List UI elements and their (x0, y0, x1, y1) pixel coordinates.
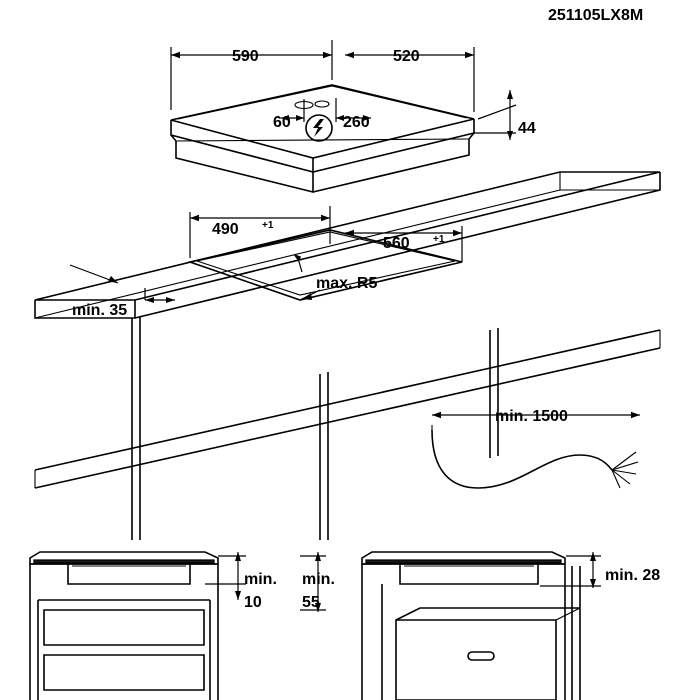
dim-label-min-10-value: 10 (244, 594, 262, 611)
dim-label-cable-1500: min. 1500 (495, 408, 568, 425)
dim-label-cutout-490 (212, 220, 274, 238)
svg-text:+1: +1 (262, 220, 274, 231)
dim-label-corner-radius: max. R5 (316, 275, 378, 292)
dim-label-offset-60: 60 (273, 114, 291, 131)
dim-label-depth-520: 520 (393, 48, 420, 65)
svg-text:560: 560 (383, 235, 410, 252)
dim-label-min-55-top: min. (302, 571, 335, 588)
dim-label-offset-260: 260 (343, 114, 370, 131)
dim-label-min-55-value: 55 (302, 594, 320, 611)
dim-label-width-590: 590 (232, 48, 259, 65)
svg-text:+1: +1 (433, 234, 445, 245)
dim-label-min-28: min. 28 (605, 567, 661, 584)
dim-label-height-44: 44 (518, 120, 536, 137)
svg-text:490: 490 (212, 221, 239, 238)
dim-label-cutout-560 (383, 234, 445, 252)
dim-label-min-edge-35: min. 35 (72, 302, 128, 319)
model-code-label: 251105LX8M (548, 7, 644, 24)
dim-label-min-10-top: min. (244, 571, 277, 588)
